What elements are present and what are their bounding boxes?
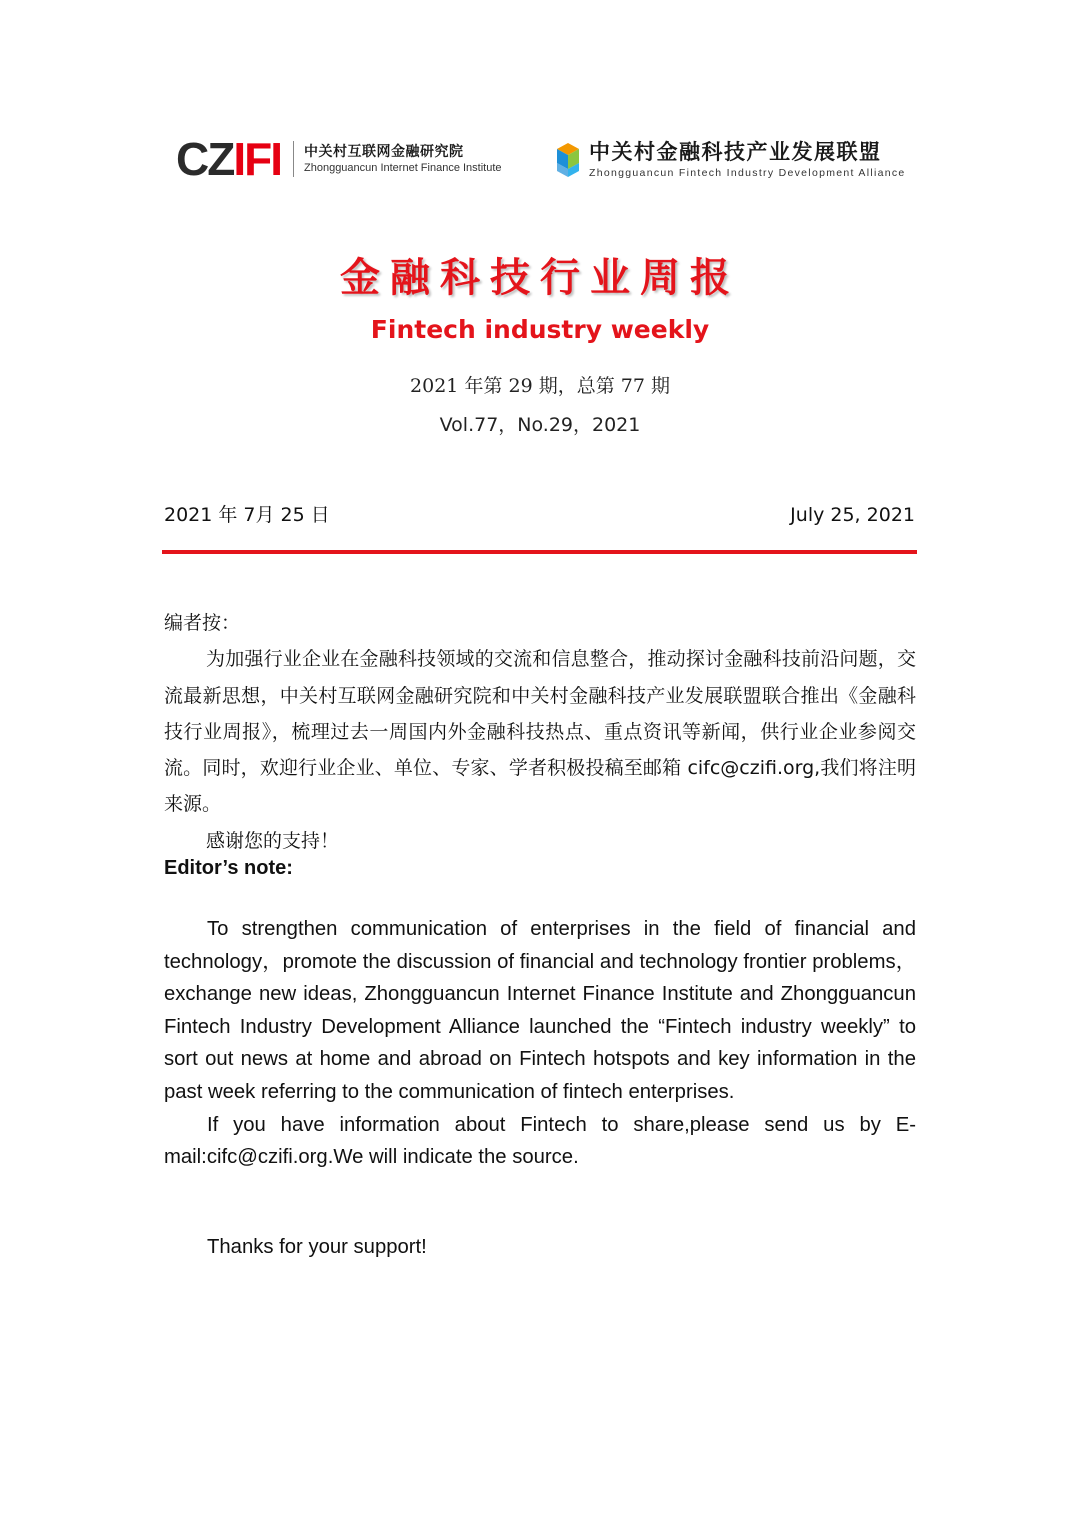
issue-number-en: Vol.77，No.29，2021	[439, 414, 641, 436]
alliance-name-en: Zhongguancun Fintech Industry Development Alliance	[589, 167, 906, 179]
header-divider-rule	[162, 550, 917, 554]
czifi-name-cn: 中关村互联网金融研究院	[304, 144, 464, 160]
editor-note-cn	[164, 605, 916, 859]
alliance-name-cn: 中关村金融科技产业发展联盟	[589, 140, 882, 164]
publish-date-en: July 25, 2021	[790, 504, 915, 526]
alliance-cube-icon	[553, 139, 583, 179]
editor-note-cn-body: 为加强行业企业在金融科技领域的交流和信息整合，推动探讨金融科技前沿问题，交流最新思想，中关村互联网金融研究院和中关村金融科技产业发展联盟联合推出《金融科技行业周报》，梳理过去一周国内外金融科技热点、重点资讯等新闻，供行业企业参阅交流。同时，欢迎行业企业、单位、专家、学者积极投稿至邮箱 cifc@czifi.org,我们将注明来源。	[164, 648, 916, 816]
editor-note-en	[164, 913, 916, 1174]
czifi-logo-mark	[176, 133, 281, 185]
czifi-logo-mark-red: IFI	[233, 133, 281, 185]
alliance-logo	[553, 138, 906, 180]
logo-divider	[293, 141, 294, 177]
czifi-name-en: Zhongguancun Internet Finance Institute	[304, 162, 502, 174]
report-title-cn: 金融科技行业周报	[340, 255, 740, 301]
report-title-en: Fintech industry weekly	[370, 315, 710, 344]
editor-note-cn-heading: 编者按：	[164, 612, 241, 634]
editor-note-en-thanks: Thanks for your support!	[207, 1236, 427, 1258]
issue-number-cn: 2021 年第 29 期，总第 77 期	[410, 375, 670, 397]
czifi-logo-mark-dark: CZ	[176, 133, 234, 185]
czifi-logo	[176, 133, 502, 185]
publish-date-cn: 2021 年 7月 25 日	[164, 504, 330, 526]
editor-note-en-body: To strengthen communication of enterprises in the field of financial and technology，promote the discussion of financial and technology frontier problems，exchange new ideas, Zhongguancun Internet Finance Institute and Zhongguancun Fintech Industry Development Alliance launched the “Fintech industry weekly” to sort out news at home and abroad on Fintech hotspots and key information in the past week referring to the communication of fintech enterprises.	[164, 918, 916, 1103]
alliance-logo-text	[589, 138, 906, 180]
editor-note-en-heading: Editor’s note:	[164, 857, 293, 879]
czifi-logo-text	[304, 143, 502, 175]
editor-note-cn-thanks: 感谢您的支持！	[206, 829, 340, 852]
editor-note-en-share: If you have information about Fintech to share,please send us by E-mail:cifc@czifi.org.We will indicate the source.	[164, 1113, 916, 1169]
